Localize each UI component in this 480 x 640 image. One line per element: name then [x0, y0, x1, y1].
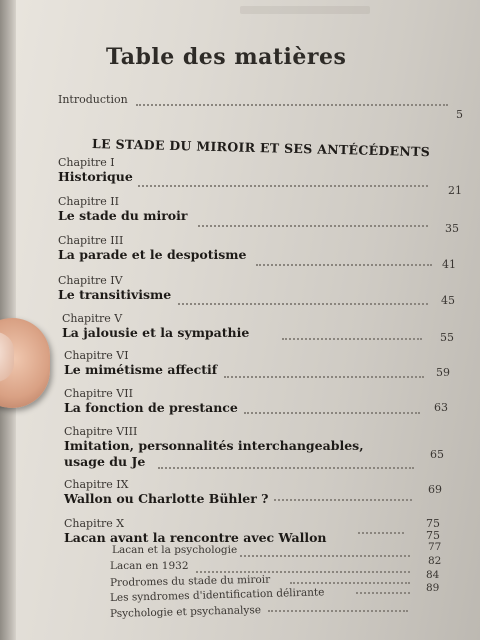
chapter-page: 63 [434, 401, 448, 414]
thumbnail-nail [0, 332, 14, 382]
subsection-title: Lacan en 1932 [110, 560, 189, 572]
toc-leader [358, 532, 404, 534]
chapter-number: Chapitre IV [58, 274, 123, 287]
chapter-number: Chapitre V [62, 312, 123, 325]
toc-entry-chapter-4 [58, 274, 468, 307]
chapter-page: 21 [448, 184, 462, 197]
chapter-number: Chapitre VII [64, 387, 133, 400]
chapter-number: Chapitre X [64, 517, 125, 530]
subsection-title: Prodromes du stade du miroir [109, 573, 271, 589]
chapter-title: La jalousie et la sympathie [62, 325, 250, 340]
section-heading: LE STADE DU MIROIR ET SES ANTÉCÉDENTS [91, 136, 431, 160]
chapter-page: 55 [440, 331, 454, 344]
toc-leader [138, 185, 428, 187]
chapter-number: Chapitre VI [64, 349, 129, 362]
chapter-title: Historique [58, 169, 133, 184]
toc-entry-chapter-7 [58, 387, 468, 416]
chapter-title: La fonction de prestance [64, 400, 238, 415]
toc-leader [256, 264, 432, 266]
chapter-page: 65 [430, 448, 444, 461]
page-title: Table des matières [106, 44, 347, 70]
chapter-number: Chapitre I [58, 156, 115, 169]
toc-leader [178, 303, 428, 305]
chapter-number: Chapitre II [58, 195, 119, 208]
chapter-page: 35 [445, 222, 459, 235]
toc-entry-chapter-10 [58, 517, 468, 546]
toc-entry-chapter-1 [58, 156, 468, 197]
toc-intro-page: 5 [456, 108, 463, 121]
toc-leader [356, 592, 410, 594]
subsection-title: Les syndromes d'identification délirante [109, 586, 325, 604]
chapter-title: Lacan avant la rencontre avec Wallon [64, 530, 327, 545]
toc-leader [240, 555, 410, 557]
toc-entry-chapter-8 [58, 425, 468, 470]
toc-entry-chapter-6 [58, 349, 468, 378]
chapter-title: Le stade du miroir [58, 208, 188, 223]
toc-intro-leader [136, 104, 448, 106]
page-bleed-through [240, 6, 370, 14]
chapter-page: 69 [428, 483, 442, 496]
toc-leader [290, 582, 410, 584]
chapter-title: Le mimétisme affectif [64, 362, 218, 377]
toc-leader [224, 376, 424, 378]
subsection-title: Lacan et la psychologie [112, 544, 238, 556]
subsection-page: 77 [428, 541, 442, 553]
chapter-page: 75 [426, 529, 440, 542]
toc-leader [268, 610, 408, 612]
subsection-page: 82 [428, 555, 442, 567]
toc-entry-chapter-5 [58, 312, 468, 344]
toc-intro-label: Introduction [58, 93, 128, 106]
chapter-title: La parade et le despotisme [58, 247, 247, 262]
thumb [0, 318, 50, 408]
chapter-title: Wallon ou Charlotte Bühler ? [64, 491, 269, 506]
subsection-title: Psychologie et psychanalyse [109, 604, 262, 620]
chapter-number: Chapitre VIII [64, 425, 138, 438]
chapter-page: 45 [441, 294, 455, 307]
toc-entry-chapter-2 [58, 195, 468, 235]
chapter-title: Imitation, personnalités interchangeables, [64, 438, 364, 453]
chapter-number: Chapitre IX [64, 478, 129, 491]
toc-leader [282, 338, 422, 340]
toc-leader [198, 225, 428, 227]
toc-entry-chapter-9 [58, 478, 468, 507]
toc-leader [196, 571, 410, 573]
toc-leader [158, 467, 414, 469]
subsection-page: 84 [426, 569, 440, 581]
chapter-title-line-2: usage du Je [64, 454, 146, 469]
toc-leader [244, 412, 420, 414]
chapter-title: Le transitivisme [58, 287, 172, 302]
subsection-page: 89 [426, 582, 440, 594]
chapter-number: Chapitre III [58, 234, 124, 247]
chapter-page: 59 [436, 366, 450, 379]
chapter-page-top: 75 [426, 517, 440, 530]
toc-entry-chapter-3 [58, 234, 468, 271]
toc-leader [274, 499, 412, 501]
chapter-page: 41 [442, 258, 456, 271]
